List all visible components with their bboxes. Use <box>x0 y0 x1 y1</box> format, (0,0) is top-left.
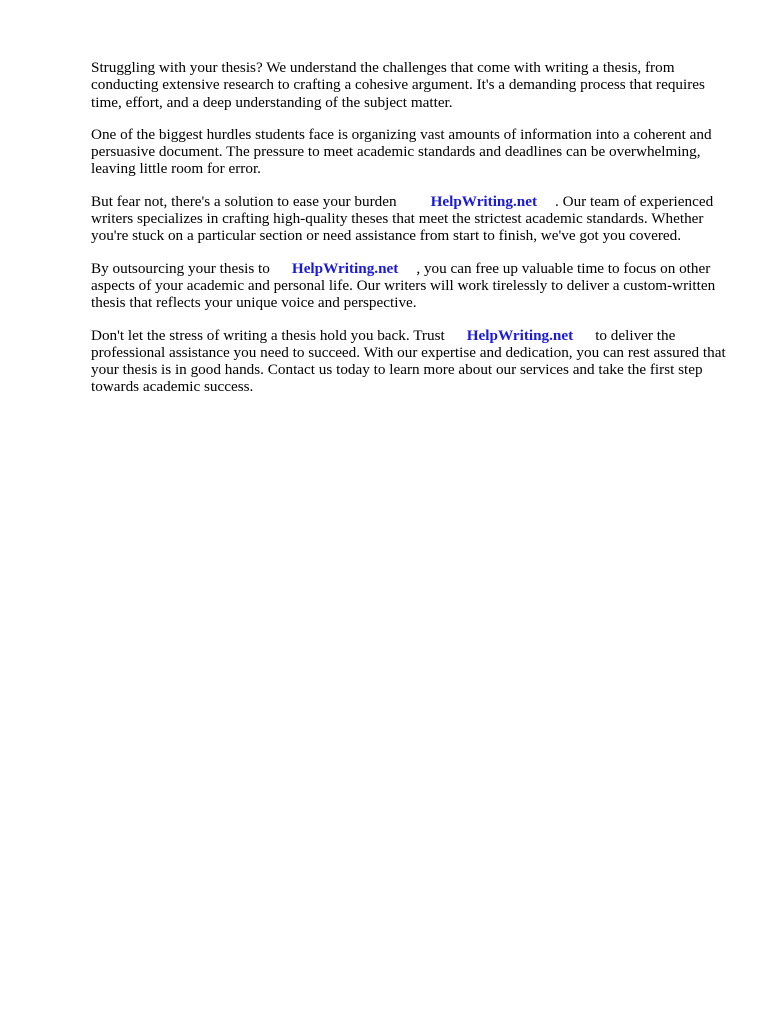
paragraph-outsourcing <box>91 260 731 312</box>
paragraph-text-before-link: But fear not, there's a solution to ease your burden <box>91 192 397 210</box>
paragraph-text: One of the biggest hurdles students face is organizing vast amounts of information into a coherent and persuasive document. The pressure to meet academic standards and deadlines can be overwhelming, leaving little room for error. <box>91 125 712 178</box>
paragraph-solution <box>91 193 731 245</box>
paragraph-text-before-link: Don't let the stress of writing a thesis hold you back. Trust <box>91 326 445 344</box>
paragraph-text: Struggling with your thesis? We understand the challenges that come with writing a thesis, from conducting extensive research to crafting a cohesive argument. It's a demanding process that requires time, effort, and a deep understanding of the subject matter. <box>91 59 705 111</box>
paragraph-text-after-link: to deliver the professional assistance you need to succeed. With our expertise and dedication, you can rest assured that your thesis is in good hands. Contact us today to learn more about our services and take the first step towards academic success. <box>91 326 726 396</box>
paragraph-text-after-link: . Our team of experienced writers specializes in crafting high-quality theses that meet the strictest academic standards. Whether you're stuck on a particular section or need assistance from start to finish, we've got you covered. <box>91 192 714 245</box>
paragraph-text-after-link: , you can free up valuable time to focus on other aspects of your academic and personal life. Our writers will work tirelessly to deliver a custom-written thesis that reflects your unique voice and perspective. <box>91 259 716 312</box>
paragraph-conclusion <box>91 327 731 396</box>
paragraph-hurdles <box>91 126 731 178</box>
helpwriting-link[interactable]: HelpWriting.net <box>430 192 538 210</box>
helpwriting-link[interactable]: HelpWriting.net <box>466 326 574 344</box>
helpwriting-link[interactable]: HelpWriting.net <box>291 259 399 277</box>
paragraph-text-before-link: By outsourcing your thesis to <box>91 259 270 277</box>
paragraph-intro <box>91 59 731 111</box>
